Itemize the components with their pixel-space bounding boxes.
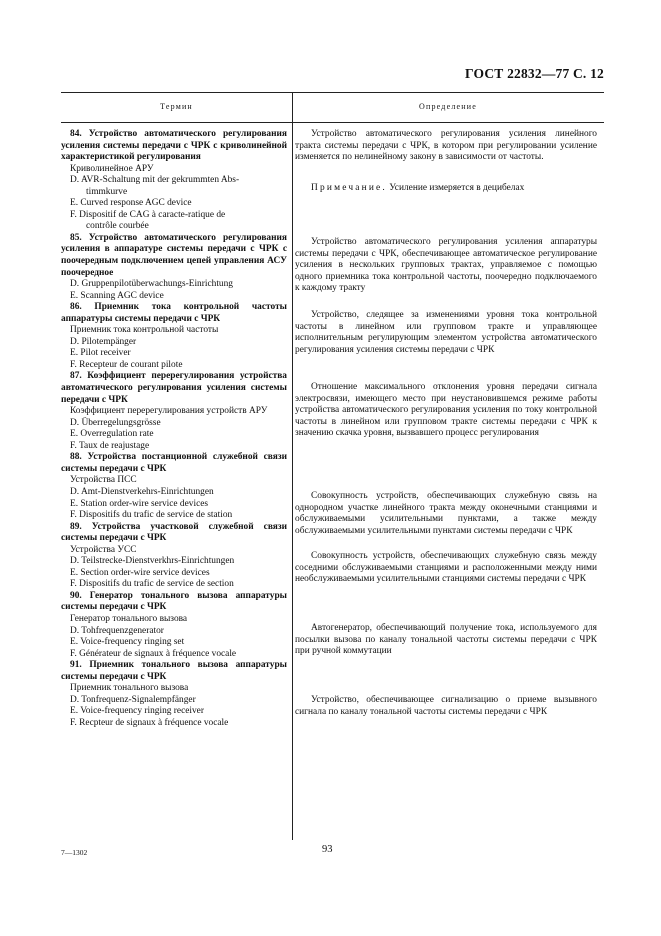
term-fr: F. Générateur de signaux à fréquence vocale (70, 648, 237, 659)
term-title: 84. Устройство автоматического регулирования усиления системы передачи с ЧРК с криволинейной характеристикой регулирования (61, 129, 287, 163)
term-fr: F. Recpteur de signaux à fréquence vocale (70, 717, 229, 728)
term-de: D. AVR-Schaltung mit der gekrummten Abs- (70, 175, 240, 186)
term-en: E. Section order-wire service devices (70, 567, 210, 578)
term-title: 90. Генератор тонального вызова аппаратуры системы передачи с ЧРК (61, 590, 287, 613)
term-de: D. Tohfrequenzgenerator (70, 625, 164, 636)
definition-88: Совокупность устройств, обеспечивающих служебную связь на однородном участке линейного тракта между оконечными станциями и обслуживаемыми усилительными пунктами, а также между обслуживаемыми усилительными пунктами системы передачи с ЧРК (295, 491, 597, 536)
term-fr-cont: contrôle courbée (86, 221, 149, 232)
term-short: Приемник тонального вызова (70, 683, 189, 694)
definition-84: Устройство автоматического регулирования усиления линейного тракта системы передачи с ЧРК, в котором при регулировании усиление изменяется по нелинейному закону в зависимости от частоты. (295, 129, 597, 163)
term-en: E. Voice-frequency ringing set (70, 637, 185, 648)
term-short: Устройства УСС (70, 544, 137, 555)
terms-table (61, 92, 604, 840)
term-de: D. Teilstrecke-Dienstverkhrs-Einrichtungen (70, 556, 235, 567)
note-84 (295, 183, 597, 195)
term-de: D. Amt-Dienstverkehrs-Einrichtungen (70, 486, 214, 497)
definition-86: Устройство, следящее за изменениями уровня тока контрольной частоты в линейном или групповом тракте и управляющее исполнительным регулирующим элементом устройства автоматического регулирования усиления системы передачи с ЧРК (295, 310, 597, 355)
definition-89: Совокупность устройств, обеспечивающих служебную связь между соседними обслуживаемыми станциями и расположенными между ними необслуживаемыми усилительными станциями системы передачи с ЧРК (295, 551, 597, 585)
term-fr: F. Taux de reajustage (70, 440, 150, 451)
term-en: E. Scanning AGC device (70, 290, 164, 301)
term-de-cont: timmkurve (86, 186, 128, 197)
term-de: D. Tonfrequenz-Signalempfänger (70, 694, 196, 705)
definition-85: Устройство автоматического регулирования усиления аппаратуры системы передачи с ЧРК, обеспечивающее автоматическое регулирование усиления в нескольких групповых трактах, управляемое с помощью одного приемника тока контрольной частоты, поочередно подключаемого к каждому тракту (295, 237, 597, 294)
term-fr: F. Dispositif de CAG à caracte-ratique de (70, 209, 226, 220)
column-header-definition: Определение (419, 102, 477, 111)
terms-column (61, 129, 287, 729)
term-en: E. Station order-wire service devices (70, 498, 209, 509)
term-fr: F. Dispositifs du trafic de service de station (70, 510, 233, 521)
term-fr: F. Recepteur de courant pilote (70, 359, 183, 370)
term-de: D. Überregelungsgrösse (70, 417, 161, 428)
print-code: 7—1302 (61, 848, 88, 857)
term-title: 86. Приемник тока контрольной частоты аппаратуры системы передачи с ЧРК (61, 302, 287, 324)
note-label: Примечание. (311, 183, 387, 193)
table-header-border (61, 122, 604, 123)
column-divider (292, 92, 293, 840)
term-en: E. Pilot receiver (70, 348, 131, 359)
term-short: Коэффициент перерегулирования устройств АРУ (70, 406, 268, 417)
term-fr: F. Dispositifs du trafic de service de section (70, 579, 234, 590)
term-en: E. Overregulation rate (70, 429, 154, 440)
note-text: Усиление измеряется в децибелах (389, 183, 525, 193)
term-short: Криволинейное АРУ (70, 163, 154, 174)
term-short: Генератор тонального вызова (70, 613, 188, 624)
term-title: 85. Устройство автоматического регулирования усиления в аппаратуре системы передачи с ЧРК с поочередным подключением цепей управления АСУ поочередное (61, 232, 287, 278)
term-short: Устройства ПСС (70, 475, 137, 486)
term-de: D. Pilotempänger (70, 336, 137, 347)
term-en: E. Curved response AGC device (70, 198, 192, 209)
term-title: 91. Приемник тонального вызова аппаратуры системы передачи с ЧРК (61, 660, 287, 682)
page-header: ГОСТ 22832—77 С. 12 (465, 66, 604, 81)
definition-87: Отношение максимального отклонения уровня передачи сигнала электросвязи, имеющего место при неустановившемся режиме работы устройства автоматического регулирования усиления по току контрольной частоты в линейном или групповом тракте системы передачи с ЧРК к значению скачка уровня, вызвавшего процесс регулирования (295, 382, 597, 439)
definition-90: Автогенератор, обеспечивающий получение тока, используемого для посылки вызова по каналу тональной частоты системы передачи с ЧРК при ручной коммутации (295, 623, 597, 657)
column-header-term: Термин (160, 102, 193, 111)
page-number: 93 (322, 844, 333, 855)
term-title: 89. Устройства участковой служебной связи системы передачи с ЧРК (61, 521, 287, 544)
term-en: E. Voice-frequency ringing receiver (70, 706, 204, 717)
term-title: 88. Устройства постанционной служебной связи системы передачи с ЧРК (61, 452, 287, 474)
term-short: Приемник тока контрольной частоты (70, 325, 219, 336)
definition-91: Устройство, обеспечивающее сигнализацию о приеме вызывного сигнала по каналу тональной частоты системы передачи с ЧРК (295, 695, 597, 717)
term-de: D. Gruppenpilotüberwachungs-Einrichtung (70, 279, 233, 290)
term-title: 87. Коэффициент перерегулирования устройства автоматического регулирования усиления системы передачи с ЧРК (61, 371, 287, 405)
